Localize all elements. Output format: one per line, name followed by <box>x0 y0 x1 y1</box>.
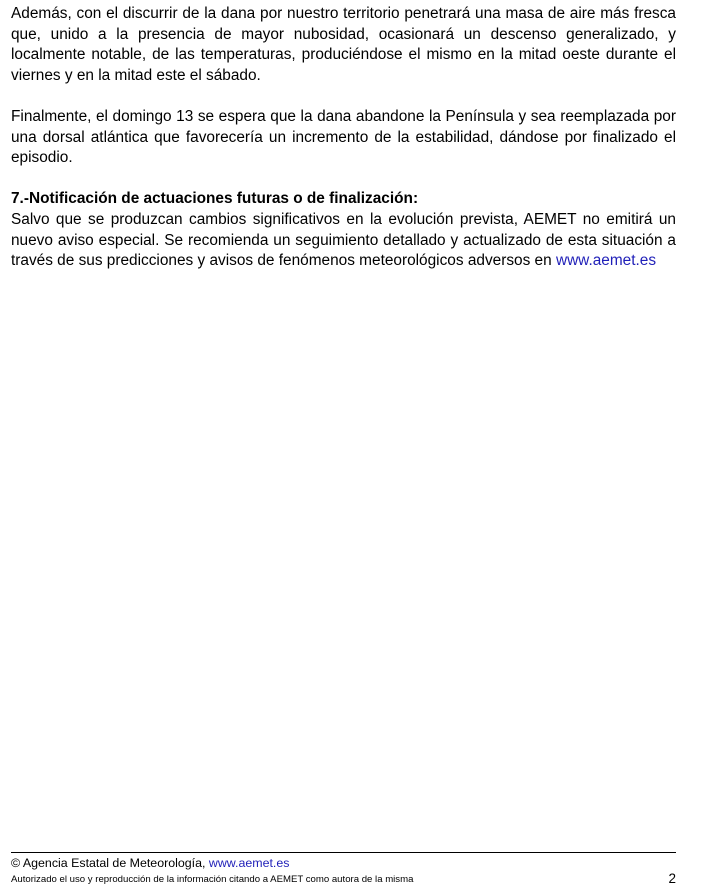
footer-notice <box>11 873 676 886</box>
footer-notice-text: Autorizado el uso y reproducción de la información citando a AEMET como autora de la misma <box>11 874 414 885</box>
page-number: 2 <box>668 871 676 886</box>
footer-aemet-link[interactable]: www.aemet.es <box>208 856 290 870</box>
footer-copyright-text: © Agencia Estatal de Meteorología, <box>11 856 209 870</box>
section-7-body: Salvo que se produzcan cambios significativos en la evolución prevista, AEMET no emitirá un nuevo aviso especial. Se recomienda un seguimiento detallado y actualizado de esta situación a través de sus predicciones y avisos de fenómenos meteorológicos adversos en <box>11 210 676 270</box>
section-7-text <box>11 210 676 272</box>
paragraph-temperature-drop: Además, con el discurrir de la dana por nuestro territorio penetrará una masa de aire más fresca que, unido a la presencia de mayor nubosidad, ocasionará un descenso generalizado, y localmente notable, de las temperaturas, produciéndose el mismo en la mitad oeste durante el viernes y en la mitad este el sábado. <box>11 5 676 84</box>
document-body <box>11 4 676 272</box>
aemet-link[interactable]: www.aemet.es <box>555 252 657 270</box>
section-7-heading: 7.-Notificación de actuaciones futuras o de finalización: <box>11 190 419 208</box>
footer-copyright <box>11 856 676 871</box>
paragraph-spacer <box>11 86 676 107</box>
page-footer <box>11 852 676 886</box>
paragraph-episode-end: Finalmente, el domingo 13 se espera que la dana abandone la Península y sea reemplazada por una dorsal atlántica que favorecería un incremento de la estabilidad, dándose por finalizado el episodio. <box>11 107 676 167</box>
paragraph-spacer <box>11 169 676 190</box>
